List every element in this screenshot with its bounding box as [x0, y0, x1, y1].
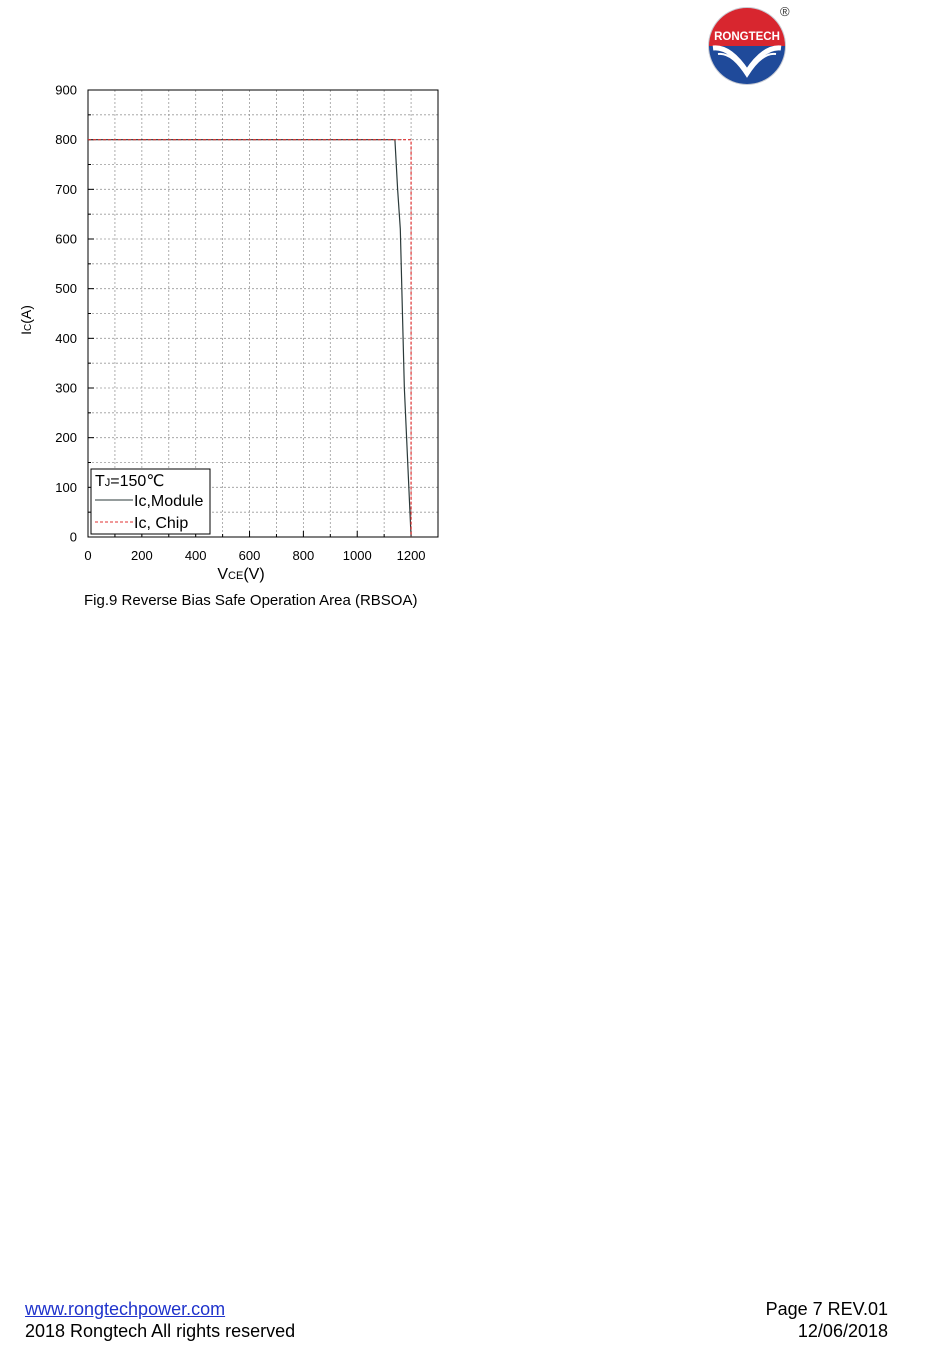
x-tick-label: 1000	[342, 548, 372, 563]
x-tick-label: 400	[184, 548, 207, 563]
registered-mark: ®	[780, 4, 790, 19]
legend-label-module: Ic,Module	[134, 493, 204, 510]
revision-date: 12/06/2018	[797, 1321, 888, 1341]
rongtech-logo	[700, 2, 800, 90]
y-tick-label: 400	[55, 330, 77, 346]
legend-label-chip: Ic, Chip	[134, 515, 189, 532]
copyright-text: 2018 Rongtech All rights reserved	[25, 1321, 296, 1341]
website-link[interactable]: www.rongtechpower.com	[25, 1299, 226, 1319]
x-tick-label: 800	[292, 548, 315, 563]
rbsoa-chart	[0, 0, 470, 600]
legend-title: TJ=150℃	[95, 473, 165, 490]
x-tick-labels	[84, 548, 425, 563]
page-number: Page 7 REV.01	[765, 1299, 888, 1319]
y-tick-label: 600	[55, 231, 77, 247]
y-tick-label: 700	[55, 181, 77, 197]
x-axis-title: VCE(V)	[217, 566, 265, 583]
y-tick-labels	[55, 83, 77, 545]
x-tick-label: 1200	[396, 548, 426, 563]
legend	[91, 469, 210, 534]
y-tick-label: 200	[55, 430, 77, 446]
x-tick-label: 0	[84, 548, 92, 563]
x-tick-label: 600	[238, 548, 261, 563]
y-tick-label: 0	[69, 529, 77, 545]
y-tick-label: 900	[55, 82, 77, 98]
y-tick-label: 300	[55, 380, 77, 396]
y-tick-label: 100	[55, 479, 77, 495]
y-tick-label: 800	[55, 132, 77, 148]
figure-caption: Fig.9 Reverse Bias Safe Operation Area (RBSOA)	[84, 592, 418, 609]
y-tick-label: 500	[55, 281, 77, 297]
y-axis-title: IC(A)	[18, 305, 34, 335]
x-tick-label: 200	[130, 548, 153, 563]
logo-brand-text: RONGTECH	[714, 31, 780, 43]
